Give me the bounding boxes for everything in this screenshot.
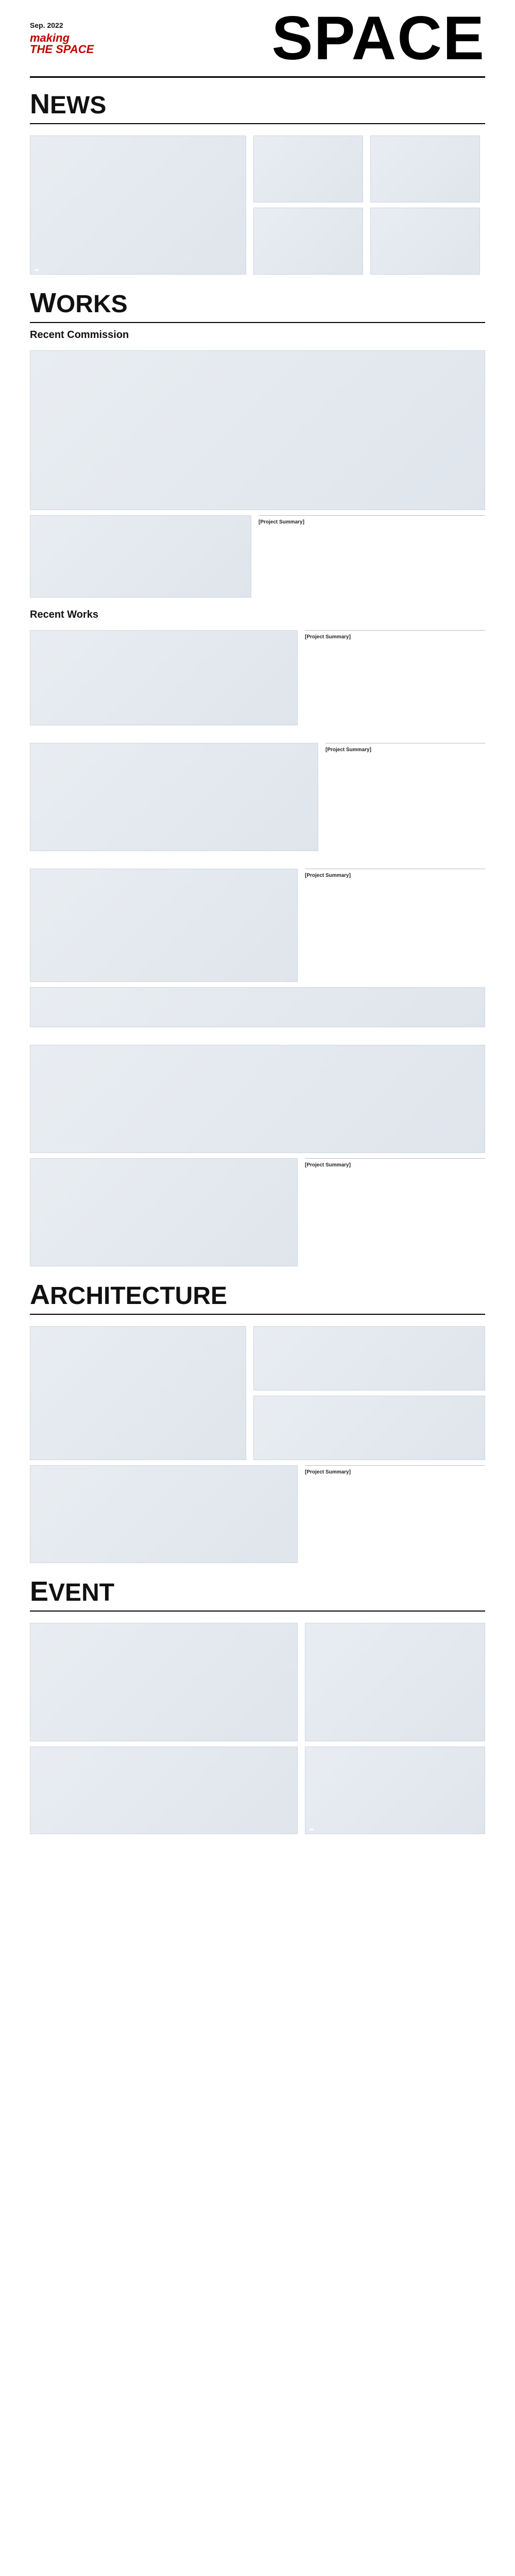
works-title-rest: ORKS (56, 291, 128, 318)
architecture-images (30, 1326, 485, 1460)
recent-work-3-summary (305, 869, 485, 982)
recent-work-1-summary (305, 630, 485, 725)
recent-work-1-summary-title: [Project Summary] (305, 634, 351, 640)
recent-commission-render (30, 350, 485, 510)
news-photo-3 (253, 208, 363, 275)
recent-work-3-image-strip (30, 987, 485, 1027)
recent-work-3-summary-title: [Project Summary] (305, 873, 351, 878)
recent-commission-summary-title: [Project Summary] (259, 519, 304, 525)
news-section (0, 90, 515, 275)
event-title-rest: VENT (48, 1579, 115, 1606)
recent-work-1-image (30, 630, 298, 725)
event-images (30, 1623, 485, 1741)
recent-work-2-summary-title: [Project Summary] (325, 747, 371, 753)
event-title-initial: E (30, 1576, 49, 1607)
event-section (0, 1578, 515, 1834)
event-image-1 (30, 1623, 298, 1741)
recent-work-2-image (30, 743, 318, 851)
recent-commission-heading: Recent Commission (30, 329, 129, 341)
architecture-rule (30, 1314, 485, 1315)
masthead-left (30, 21, 94, 55)
recent-work-4-summary (305, 1158, 485, 1266)
recent-work-item-4 (30, 1040, 485, 1266)
works-title (30, 289, 485, 317)
recent-work-4-image (30, 1045, 485, 1153)
architecture-section (0, 1281, 515, 1563)
news-photo-2 (370, 135, 480, 202)
recent-work-item-3 (30, 863, 485, 1027)
event-image-3 (30, 1747, 298, 1834)
news-photo-4 (370, 208, 480, 275)
news-title-rest: EWS (50, 92, 107, 119)
recent-commission-image-2 (30, 515, 251, 598)
masthead-rule (30, 76, 485, 78)
architecture-lower (30, 1465, 485, 1563)
architecture-title-initial: A (30, 1279, 50, 1310)
recent-work-4-image-2 (30, 1158, 298, 1266)
recent-work-item-1 (30, 625, 485, 725)
event-rule (30, 1611, 485, 1612)
news-title (30, 90, 485, 118)
tagline (30, 32, 94, 55)
recent-commission-lower (30, 515, 485, 598)
architecture-summary-title: [Project Summary] (305, 1469, 351, 1475)
recent-work-4-summary-title: [Project Summary] (305, 1162, 351, 1168)
event-image-4-caption (310, 1828, 314, 1831)
works-title-initial: W (30, 287, 56, 318)
event-image-4 (305, 1747, 485, 1834)
news-images (30, 135, 485, 275)
event-title (30, 1578, 485, 1605)
architecture-image-1 (30, 1326, 246, 1460)
recent-work-2-summary (325, 743, 485, 851)
news-photo-grid (253, 135, 480, 275)
works-rule (30, 322, 485, 323)
news-rule (30, 123, 485, 124)
architecture-title-rest: RCHITECTURE (50, 1282, 227, 1310)
architecture-title (30, 1281, 485, 1309)
news-photo-1 (253, 135, 363, 202)
issue-date: Sep. 2022 (30, 21, 63, 29)
recent-commission-summary (259, 515, 485, 598)
masthead (0, 0, 515, 76)
brand-title: SPACE (271, 4, 485, 73)
recent-work-3-image (30, 869, 298, 982)
architecture-image-2 (253, 1326, 485, 1391)
architecture-image-3 (253, 1396, 485, 1460)
tagline-line-1: making (30, 31, 70, 44)
architecture-summary (305, 1465, 485, 1563)
recent-work-item-2 (30, 738, 485, 851)
recent-works-heading: Recent Works (30, 609, 99, 620)
works-section (0, 289, 515, 1266)
news-title-initial: N (30, 89, 50, 120)
news-photo-caption (35, 269, 39, 271)
architecture-image-4 (30, 1465, 298, 1563)
tagline-line-2: THE SPACE (30, 43, 94, 56)
event-image-2 (305, 1623, 485, 1741)
news-photo-main (30, 135, 246, 275)
